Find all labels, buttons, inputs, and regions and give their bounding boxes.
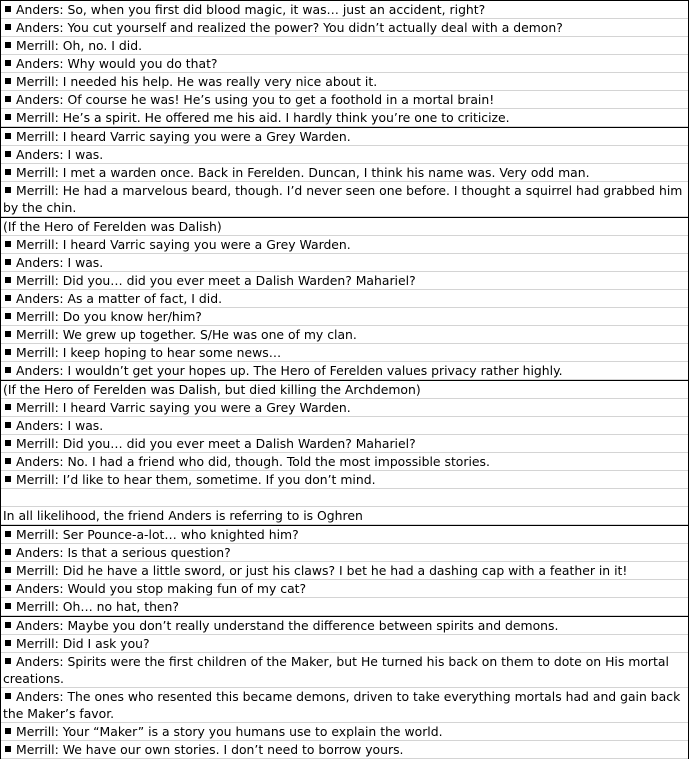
square-bullet-icon [5, 295, 11, 301]
dialogue-row [1, 236, 688, 254]
square-bullet-icon [5, 640, 11, 646]
square-bullet-icon [5, 241, 11, 247]
dialogue-line-text: Anders: Why would you do that? [16, 56, 218, 71]
dialogue-row [1, 562, 688, 580]
dialogue-line-text: Merrill: I needed his help. He was really very nice about it. [16, 74, 378, 89]
dialogue-row [1, 741, 688, 759]
dialogue-line-text: Merrill: I heard Varric saying you were a Grey Warden. [16, 237, 351, 252]
dialogue-row [1, 109, 688, 127]
dialogue-line-text: Merrill: He had a marvelous beard, though. I’d never seen one before. I thought a squirrel had grabbed him by the chin. [3, 183, 683, 215]
dialogue-row [1, 399, 688, 417]
dialogue-line-text: Merrill: Did you… did you ever meet a Dalish Warden? Mahariel? [16, 273, 416, 288]
dialogue-line-text: Anders: Maybe you don’t really understand the difference between spirits and demons. [16, 618, 559, 633]
square-bullet-icon [5, 746, 11, 752]
dialogue-line-text: Merrill: I keep hoping to hear some news… [16, 345, 282, 360]
square-bullet-icon [5, 658, 11, 664]
dialogue-row [1, 308, 688, 326]
square-bullet-icon [5, 404, 11, 410]
square-bullet-icon [5, 187, 11, 193]
square-bullet-icon [5, 313, 11, 319]
square-bullet-icon [5, 78, 11, 84]
dialogue-row [1, 0, 688, 19]
dialogue-row [1, 417, 688, 435]
square-bullet-icon [5, 440, 11, 446]
square-bullet-icon [5, 6, 11, 12]
square-bullet-icon [5, 24, 11, 30]
dialogue-line-text: Merrill: Did I ask you? [16, 636, 150, 651]
dialogue-line-text: In all likelihood, the friend Anders is referring to is Oghren [3, 508, 363, 523]
square-bullet-icon [5, 567, 11, 573]
dialogue-row [1, 489, 688, 507]
dialogue-line-text: Anders: Is that a serious question? [16, 545, 231, 560]
square-bullet-icon [5, 349, 11, 355]
square-bullet-icon [5, 367, 11, 373]
dialogue-line-text: Anders: So, when you first did blood magic, it was… just an accident, right? [16, 2, 486, 17]
dialogue-row [1, 344, 688, 362]
square-bullet-icon [5, 585, 11, 591]
dialogue-row [1, 525, 688, 544]
dialogue-row [1, 254, 688, 272]
dialogue-line-text: (If the Hero of Ferelden was Dalish, but died killing the Archdemon) [3, 382, 421, 397]
square-bullet-icon [5, 422, 11, 428]
dialogue-row [1, 326, 688, 344]
dialogue-line-text: Anders: I wouldn’t get your hopes up. The Hero of Ferelden values privacy rather highly. [16, 363, 563, 378]
dialogue-line-text: Anders: I was. [16, 255, 104, 270]
dialogue-line-text: Anders: The ones who resented this became demons, driven to take everything mortals had and gain back the Maker’s favor. [3, 689, 681, 721]
square-bullet-icon [5, 133, 11, 139]
dialogue-line-text: Merrill: We grew up together. S/He was one of my clan. [16, 327, 357, 342]
dialogue-row [1, 127, 688, 146]
square-bullet-icon [5, 549, 11, 555]
dialogue-line-text: Merrill: Your “Maker” is a story you humans use to explain the world. [16, 724, 443, 739]
dialogue-line-text: Anders: No. I had a friend who did, though. Told the most impossible stories. [16, 454, 490, 469]
square-bullet-icon [5, 622, 11, 628]
dialogue-row [1, 616, 688, 635]
dialogue-line-text: Merrill: I met a warden once. Back in Ferelden. Duncan, I think his name was. Very odd man. [16, 165, 590, 180]
square-bullet-icon [5, 603, 11, 609]
square-bullet-icon [5, 42, 11, 48]
dialogue-row [1, 598, 688, 616]
dialogue-row [1, 182, 688, 217]
dialogue-line-text: (If the Hero of Ferelden was Dalish) [3, 219, 222, 234]
square-bullet-icon [5, 693, 11, 699]
dialogue-line-text: Merrill: Did you… did you ever meet a Dalish Warden? Mahariel? [16, 436, 416, 451]
dialogue-line-text: Merrill: Did he have a little sword, or just his claws? I bet he had a dashing cap with a feather in it! [16, 563, 628, 578]
dialogue-line-text: Anders: As a matter of fact, I did. [16, 291, 223, 306]
dialogue-row [1, 688, 688, 723]
dialogue-row [1, 164, 688, 182]
dialogue-line-text: Merrill: We have our own stories. I don’t need to borrow yours. [16, 742, 404, 757]
dialogue-row [1, 544, 688, 562]
square-bullet-icon [5, 331, 11, 337]
dialogue-line-text: Merrill: I heard Varric saying you were a Grey Warden. [16, 129, 351, 144]
dialogue-row [1, 471, 688, 489]
dialogue-row [1, 146, 688, 164]
dialogue-line-text: Merrill: Oh… no hat, then? [16, 599, 179, 614]
dialogue-row [1, 55, 688, 73]
square-bullet-icon [5, 151, 11, 157]
dialogue-row [1, 453, 688, 471]
square-bullet-icon [5, 60, 11, 66]
square-bullet-icon [5, 531, 11, 537]
square-bullet-icon [5, 728, 11, 734]
dialogue-row [1, 380, 688, 399]
dialogue-row [1, 19, 688, 37]
dialogue-line-text: Merrill: He’s a spirit. He offered me his aid. I hardly think you’re one to criticize. [16, 110, 510, 125]
square-bullet-icon [5, 458, 11, 464]
dialogue-line-text: Anders: Would you stop making fun of my cat? [16, 581, 307, 596]
dialogue-row [1, 507, 688, 525]
dialogue-row [1, 290, 688, 308]
dialogue-line-text: Merrill: I heard Varric saying you were a Grey Warden. [16, 400, 351, 415]
square-bullet-icon [5, 476, 11, 482]
dialogue-row [1, 217, 688, 236]
dialogue-line-text: Anders: Spirits were the first children of the Maker, but He turned his back on them to dote on His mortal creations. [3, 654, 669, 686]
dialogue-line-text: Merrill: Oh, no. I did. [16, 38, 143, 53]
dialogue-row [1, 723, 688, 741]
dialogue-line-text: Anders: You cut yourself and realized the power? You didn’t actually deal with a demon? [16, 20, 563, 35]
dialogue-line-text: Merrill: Do you know her/him? [16, 309, 202, 324]
dialogue-line-text: Anders: Of course he was! He’s using you to get a foothold in a mortal brain! [16, 92, 495, 107]
dialogue-row [1, 435, 688, 453]
dialogue-row [1, 91, 688, 109]
dialogue-line-text: Anders: I was. [16, 147, 104, 162]
dialogue-line-text: Merrill: I’d like to hear them, sometime. If you don’t mind. [16, 472, 376, 487]
dialogue-line-text: Merrill: Ser Pounce-a-lot… who knighted him? [16, 527, 299, 542]
square-bullet-icon [5, 114, 11, 120]
dialogue-row [1, 37, 688, 55]
dialogue-row [1, 653, 688, 688]
square-bullet-icon [5, 259, 11, 265]
dialogue-row [1, 635, 688, 653]
square-bullet-icon [5, 169, 11, 175]
dialogue-row [1, 272, 688, 290]
square-bullet-icon [5, 96, 11, 102]
dialogue-row [1, 73, 688, 91]
dialogue-row [1, 580, 688, 598]
square-bullet-icon [5, 277, 11, 283]
dialogue-line-text: Anders: I was. [16, 418, 104, 433]
dialogue-row [1, 362, 688, 380]
